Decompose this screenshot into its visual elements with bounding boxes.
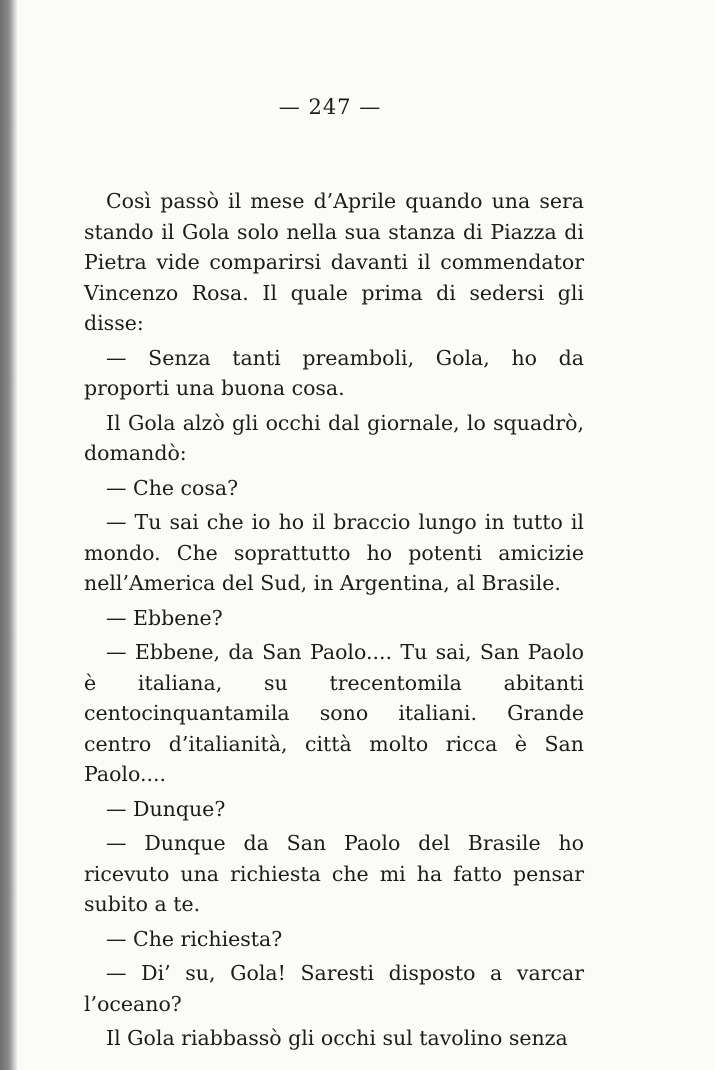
paragraph: Il Gola alzò gli occhi dal giornale, lo squadrò, domandò:	[84, 410, 584, 465]
paragraph: — Che richiesta?	[106, 926, 283, 951]
paragraph: — Ebbene, da San Paolo.... Tu sai, San Paolo è italiana, su trecentomila abitanti centocinquantamila sono italiani. Grande centro d’italianità, città molto ricca è San Paolo....	[84, 640, 584, 786]
paragraph: Così passò il mese d’Aprile quando una sera stando il Gola solo nella sua stanza di Piazza di Pietra vide comparirsi davanti il commendator Vincenzo Rosa. Il quale prima di sedersi gli disse:	[84, 189, 584, 335]
paragraph: — Dunque da San Paolo del Brasile ho ricevuto una richiesta che mi ha fatto pensar subito a te.	[84, 831, 584, 916]
body-text	[84, 186, 584, 1054]
binding-edge	[0, 0, 17, 1070]
paragraph: — Che cosa?	[106, 475, 239, 500]
page-number: — 247 —	[278, 95, 382, 119]
paragraph: — Di’ su, Gola! Saresti disposto a varcar l’oceano?	[84, 961, 584, 1016]
paragraph: — Senza tanti preamboli, Gola, ho da proporti una buona cosa.	[84, 345, 584, 400]
paragraph: — Dunque?	[106, 796, 226, 821]
paragraph: — Tu sai che io ho il braccio lungo in tutto il mondo. Che soprattutto ho potenti amicizie nell’America del Sud, in Argentina, al Brasile.	[84, 510, 584, 595]
paragraph: — Ebbene?	[106, 605, 223, 630]
paragraph: Il Gola riabbassò gli occhi sul tavolino senza	[106, 1026, 568, 1050]
